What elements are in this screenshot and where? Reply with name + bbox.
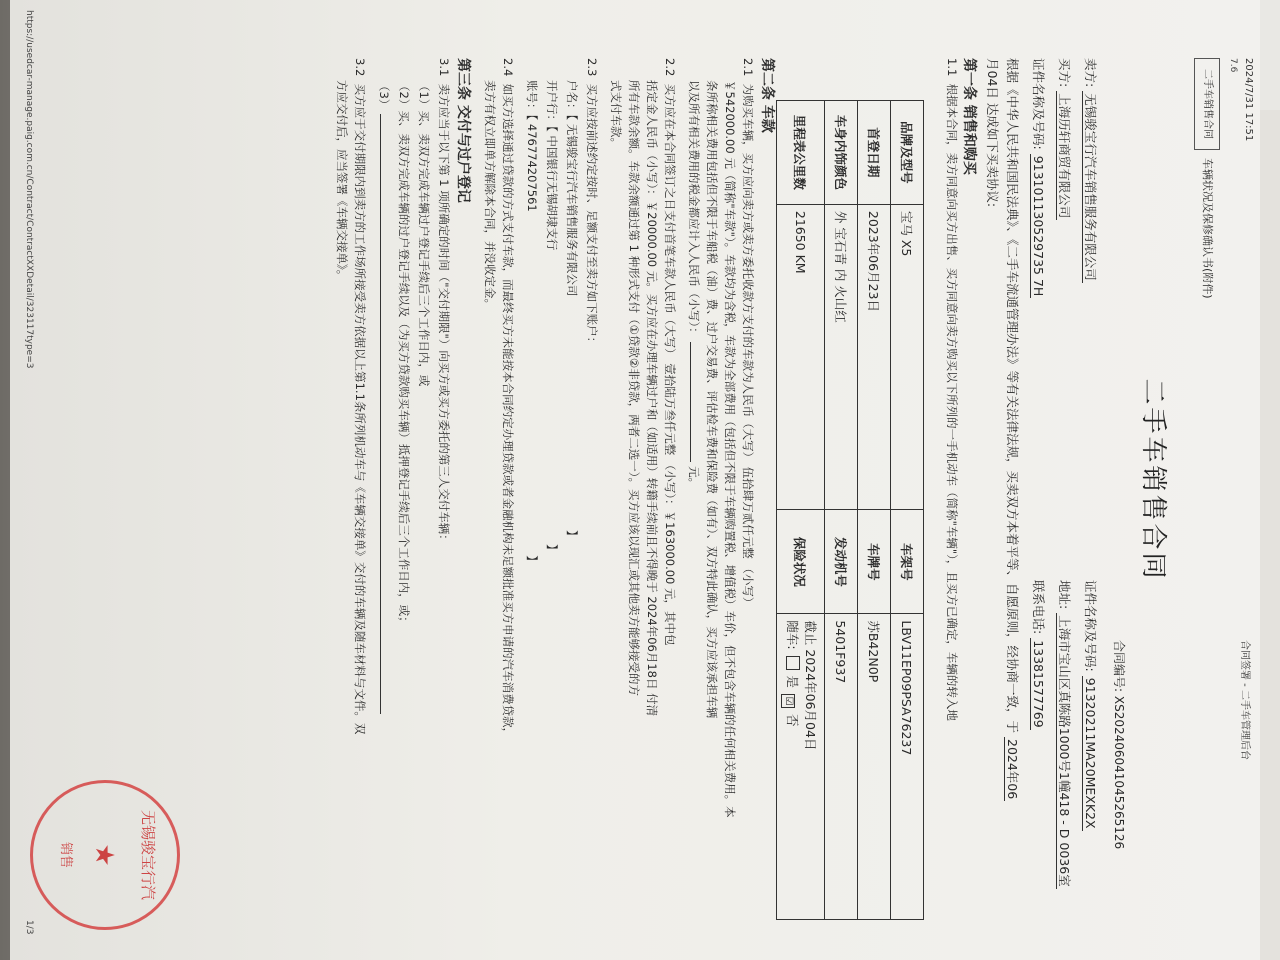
clause-2-4 [500,58,516,739]
color-label: 车身内饰颜色 [825,101,858,205]
clause-2-1-text: 为购买车辆，买方应向卖方或卖方委托收款方支付的车款为人民币（大写） 伍拾肆万贰仟元整 [741,83,755,559]
table-row [858,101,891,920]
insurance-until: 截止 2024年06月04日 [803,620,818,751]
clause-number: 3.2 [353,58,367,77]
clause-1-1 [944,58,960,721]
table-row [825,101,858,920]
clause-3-2-text: 买方应于交付期限内到卖方的工作场所接受卖方依据以上第1.1条所列机动车与《车辆交接单》交付的车辆及随车材料与文件。双 [353,83,367,735]
account-name: 无锡骏宝行汽车销售服务有限公司 [565,123,579,297]
seller-id: 91320211MA20MEXK2X [1083,677,1098,829]
contract-number-value: XS202406041045265126 [1112,695,1126,850]
bracket-close: 】 [565,530,579,542]
mileage-label: 里程表公里数 [777,101,825,205]
first-reg-value: 2023年06月23日 [858,204,891,510]
contract-number-label: 合同编号: [1112,640,1126,693]
account-name-label: 户名：【 [565,80,579,121]
preamble-text: 根据《中华人民共和国民法典》、《二手车流通管理办法》等有关法律法规，买卖双方本着平等、自愿原则，经协商一致，于 [1005,58,1020,734]
company-seal [30,780,180,930]
clause-2-1 [740,58,756,608]
vin-label: 车架号 [891,510,924,614]
engine-label: 发动机号 [825,510,858,614]
clause-2-1-line4 [686,80,702,489]
seller-name: 无锡骏宝行汽车销售服务有限公司 [1083,93,1098,281]
clause-number: 1.1 [945,58,959,77]
seller-line [1082,58,1100,283]
clause-3-1 [436,58,452,546]
clause-2-2 [662,58,678,646]
clause-2-4-line2: 卖方有权立即单方解除本合同，并没收定金。 [483,80,497,310]
account-bank-line [544,80,560,556]
clause-2-2-line4: 式支付车款。 [609,80,623,149]
account-number: 476774207561 [525,123,539,212]
clause-3-2-line2: 方应交付后，应当签署《车辆交接单》。 [335,80,349,282]
page-url: https://usedcar-manage.paig.com.cn/Contract/ContractXXDetail/323117type=3 [24,10,34,369]
preamble-date: 2024年06 [1005,739,1020,800]
seller-label: 卖方: [1083,58,1098,88]
clause-2-1-line2: ￥542000.00 元（简称"车款"）。车款均为含税，车款为全部费用（包括但不限于车辆购置税、增值税）车价，但不包含车辆的任何相关费用。本 [723,80,737,818]
account-number-label: 账号：【 [525,80,539,121]
print-version: 7.6 [1228,58,1238,73]
clause-2-2-line2: 括定金人民币（小写）：￥20000.00 元。买方应在办理车辆过户和（如适用）转籍手续前且不得晚于 2024年06月18日 付清 [645,80,659,717]
section-3-heading: 第三条 交付与过户登记 [455,58,471,203]
clause-3-2 [352,58,368,734]
buyer-address: 上海市宝山区真陈路1000号1幢418 - D 0036室 [1057,615,1072,887]
print-page-title: 合同签署 - 二手车管理后台 [1239,640,1250,760]
clause-3-1-option-2: （2）买、卖双方完成车辆的过户登记手续以及（为买方贷款购买车辆）抵押登记手续后三个工作日内，或； [397,80,411,628]
seal-star-icon: ★ [89,843,119,867]
tab-vehicle-warranty[interactable]: 车辆状况及保修确认书(附件) [1201,158,1214,299]
clause-number: 2.1 [741,58,755,77]
tab-sales-contract[interactable]: 二手车销售合同 [1194,58,1220,150]
print-timestamp: 2024/7/31 17:51 [1243,58,1254,142]
plate-value: 苏B42N0P [858,614,891,920]
table-row [777,101,825,920]
insurance-label: 保险状况 [777,510,825,614]
bracket-close: 】 [545,544,559,556]
option-3-label: （3） [377,80,391,111]
seller-id-label: 证件名称及号码: [1083,580,1098,672]
brand-model-value: 宝马 X5 [891,204,924,510]
account-bank-label: 开户行：【 [545,80,559,132]
buyer-phone-line [1030,580,1048,730]
clause-number: 3.1 [437,58,451,77]
account-name-line [564,80,580,542]
buyer-label: 买方: [1057,58,1072,88]
contract-number [1111,640,1128,849]
color-value: 外 宝石青 内 火山红 [825,204,858,510]
buyer-phone-label: 联系电话: [1031,580,1046,635]
clause-3-1-option-1: （1）买、卖双方完成车辆过户登记手续后三个工作日内，或 [417,80,431,387]
buyer-id: 913101130529735 7H [1031,155,1046,297]
page-number: 1/3 [24,920,34,935]
yes-checkbox[interactable] [786,656,800,670]
seal-ring-text: 无锡骏宝行汽 [139,809,157,900]
document-title: 二手车销售合同 [1138,378,1168,582]
buyer-address-label: 地址: [1057,580,1072,610]
buyer-id-line [1030,58,1048,298]
clause-1-1-text: 根据本合同，卖方同意向买方出售、买方同意向卖方购买以下所列的一手机动车（简称"车辆"），且买方已确定，车辆的转入地 [945,83,959,721]
first-reg-label: 首登日期 [858,101,891,205]
clause-number: 2.2 [663,58,677,77]
no-checkbox[interactable]: ☑ [781,694,795,708]
yes-label: 是 [785,675,800,689]
clause-2-1-line3: 条所称相关费用包括但不限于车船税（油）费、过户交易费、评估检车费和保险费（如有）、双方特此确认，买方应该承担车辆 [705,80,719,719]
seal-middle-text: 销售 [58,841,73,868]
clause-3-1-text: 卖方应当于以下第 1 项所确定的时间（"交付期限"）向买方或买方委托的第三人交付车辆： [437,83,451,546]
table-row [891,101,924,920]
buyer-address-line [1056,580,1074,889]
clause-2-3 [584,58,600,348]
clause-2-2-text: 买方应在本合同签订之日支付首笔车款人民币（大写） 壹拾陆万叁仟元整 [663,83,677,456]
buyer-line [1056,58,1074,220]
clause-2-4-text: 如买方选择通过贷款的方式支付车款，而最终买方未能按本合同约定办理贷款或者金融机构未足额批准买方申请的汽车消费贷款， [501,83,515,740]
clause-2-1-small: （小写） [741,562,755,609]
clause-3-1-option-3 [376,80,392,714]
clause-number: 2.3 [585,58,599,77]
account-bank: 中国银行无锡胡埭支行 [545,135,559,251]
clause-2-1-line4-end: 元。 [687,466,701,490]
engine-value: 5401F937 [825,614,858,920]
with-car-label: 随车: [785,620,800,650]
mileage-value: 21650 KM [777,204,825,510]
contract-page [10,0,1260,960]
buyer-phone: 13381577769 [1031,640,1046,728]
preamble-cont: 月04日 达成如下买卖协议: [985,58,1000,208]
account-number-line [524,80,540,567]
brand-model-label: 品牌及型号 [891,101,924,205]
seller-id-line [1082,580,1100,831]
vehicle-info-table [776,100,924,920]
section-2-heading: 第二条 车款 [759,58,775,133]
insurance-value [777,614,825,920]
preamble [1004,58,1022,801]
buyer-id-label: 证件名称及号码: [1031,58,1046,150]
clause-number: 2.4 [501,58,515,77]
bracket-close: 】 [525,555,539,567]
clause-2-3-text: 买方应按前述约定按时、足额支付至卖方如下账户： [585,83,599,349]
clause-2-2-small: （小写）：￥163000.00 元，其中包 [663,458,677,646]
insurance-with-car [781,620,802,913]
clause-2-1-line4-text: 以及所有相关费用的税金都应计入人民币（小写）： [687,80,701,339]
vin-value: LBV11EP09PSA76237 [891,614,924,920]
section-1-heading: 第一条 销售和购买 [961,58,977,175]
no-label: 否 [785,714,800,727]
plate-label: 车牌号 [858,510,891,614]
buyer-name: 上海历轩商贸有限公司 [1057,93,1072,219]
clause-2-2-line3: 所有车款余额。车款余额通过第 1 种形式支付（①贷款②非贷款，两者二选一）。买方应该以现汇或其他卖方能够接受的方 [627,80,641,696]
